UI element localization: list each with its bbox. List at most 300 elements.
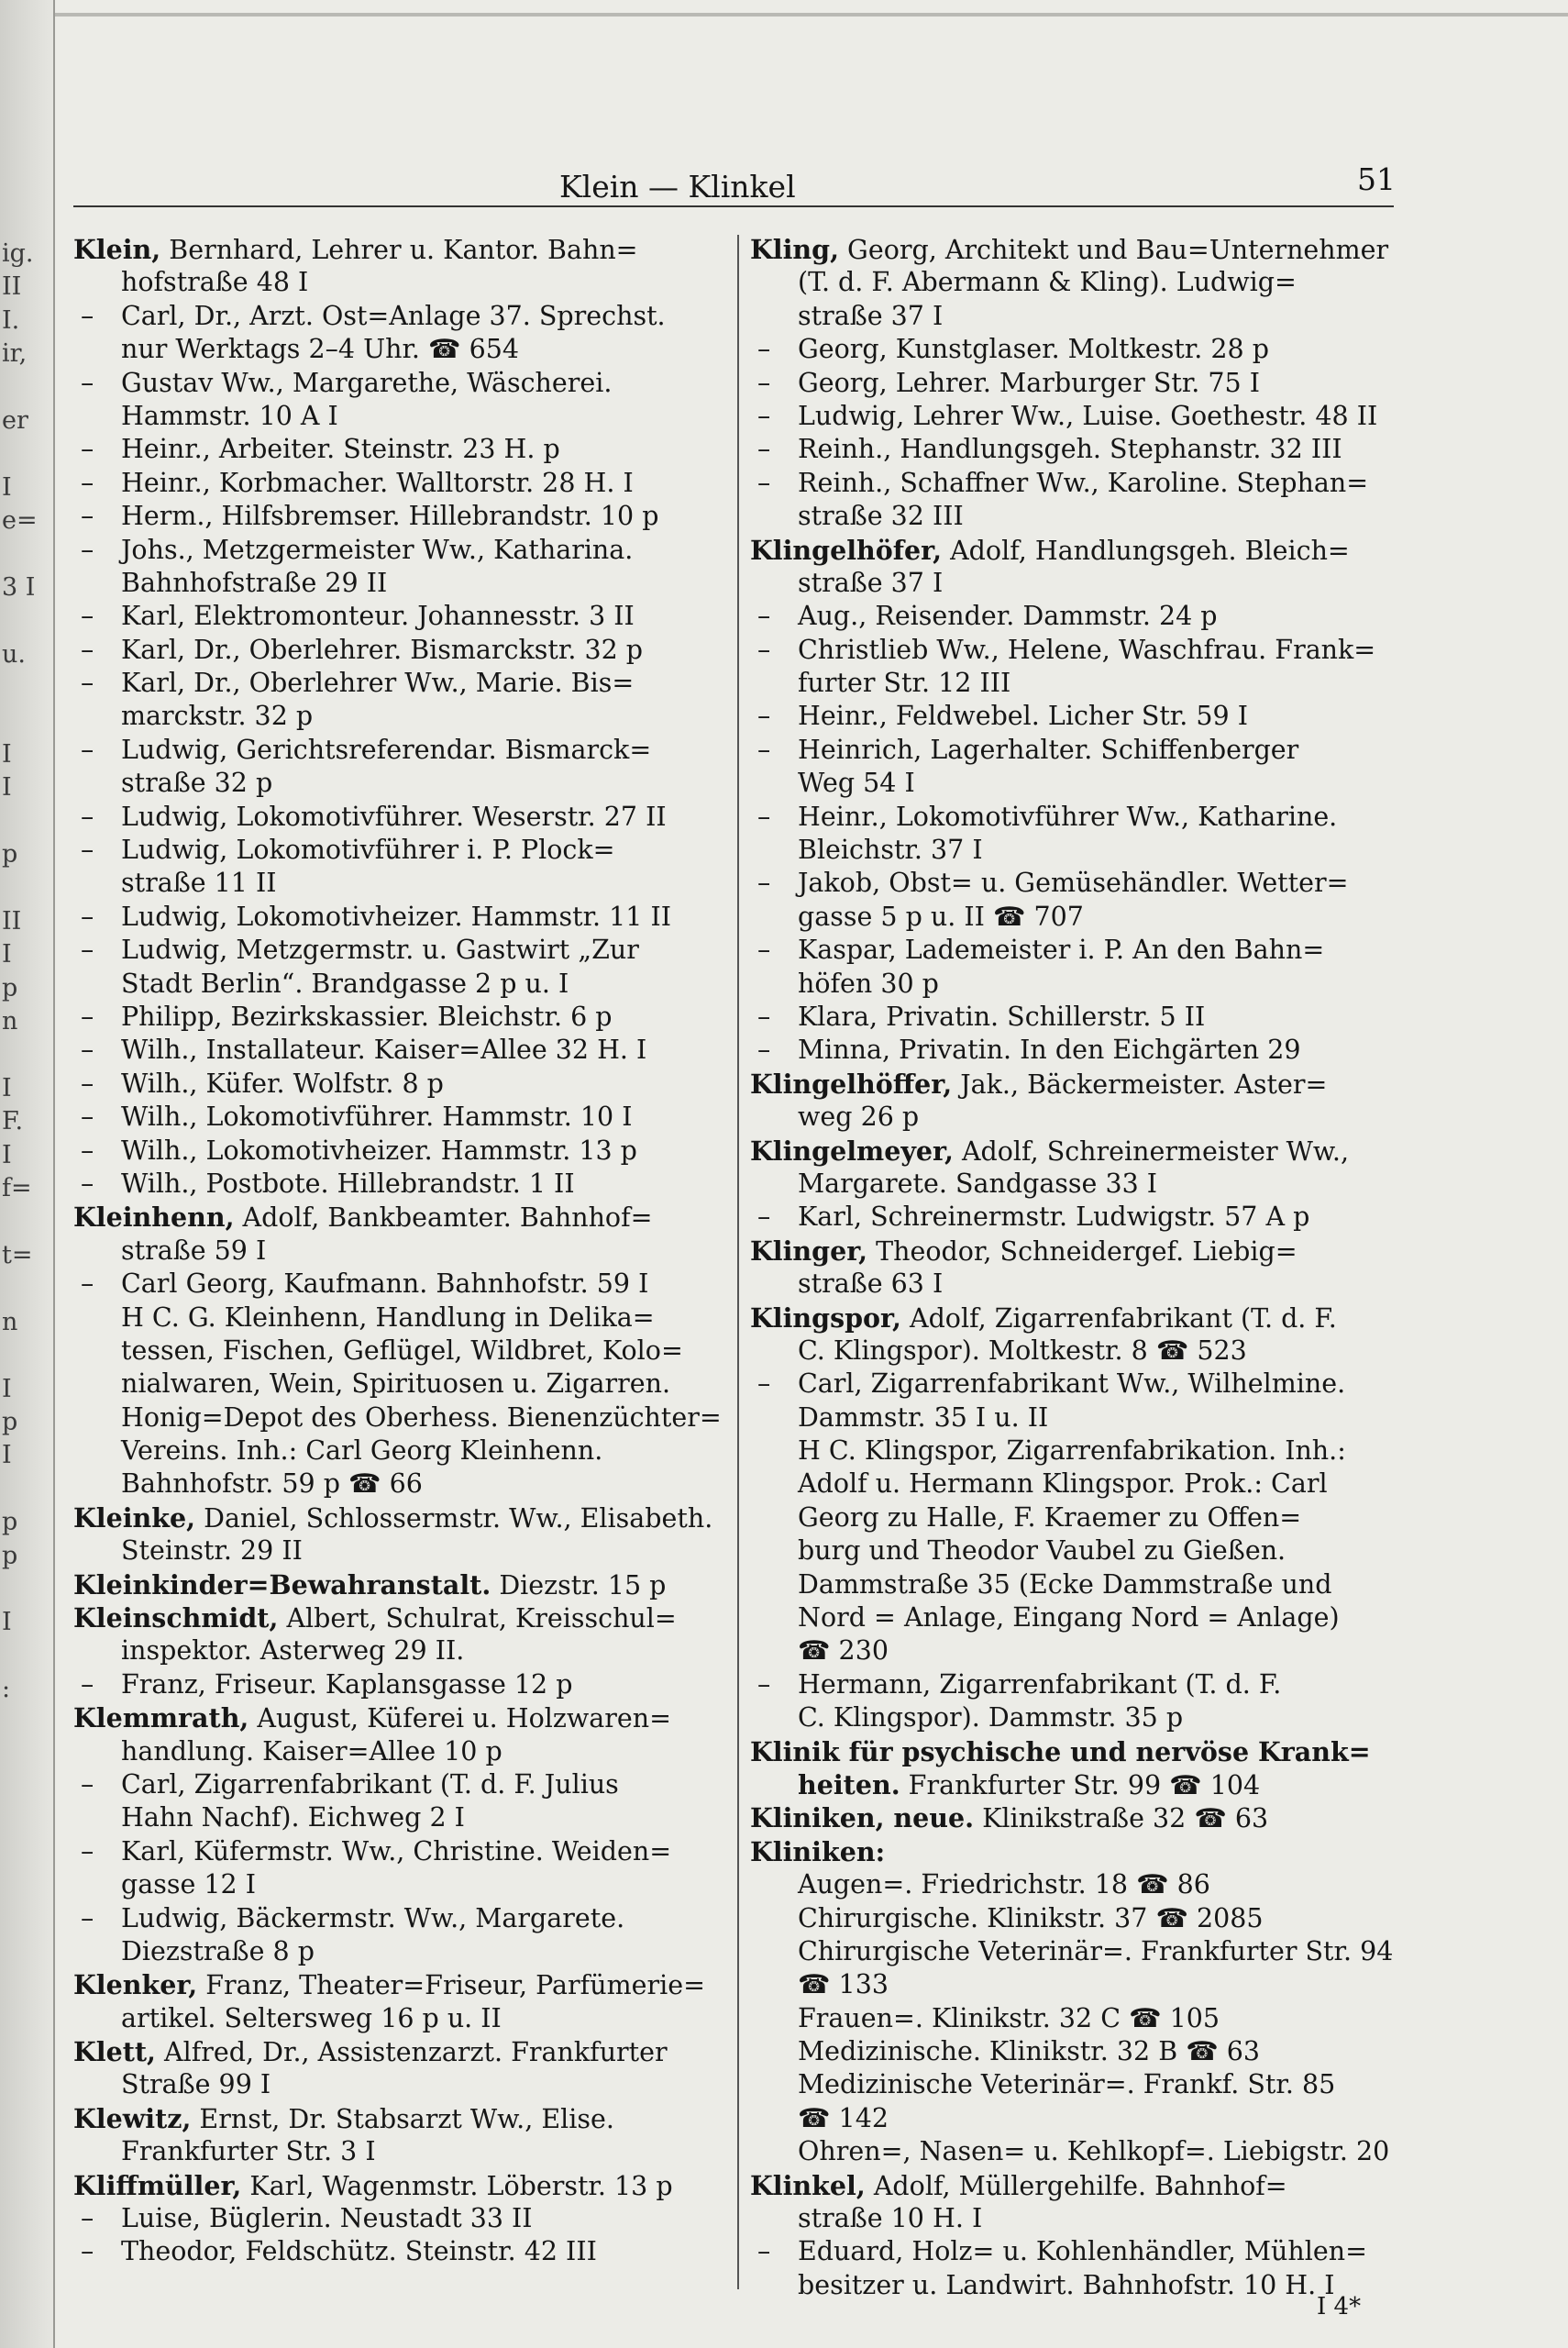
entry-text: Heinr., Arbeiter. Steinstr. 23 H. p (121, 434, 560, 465)
ditto-dash: – (81, 668, 94, 699)
entry-text: Georg, Lehrer. Marburger Str. 75 I (798, 367, 1261, 398)
entry-text: Ludwig, Bäckermstr. Ww., Margarete. (121, 1902, 625, 1933)
entry-text: Stadt Berlin“. Brandgasse 2 p u. I (121, 968, 569, 999)
ditto-dash: – (757, 935, 771, 966)
entry-text: Herm., Hilfsbremser. Hillebrandstr. 10 p (121, 501, 659, 532)
entry-headword: heiten. (798, 1768, 900, 1800)
directory-line (73, 634, 723, 667)
directory-line (750, 1835, 1412, 1868)
gutter-mark: 3 I (2, 574, 36, 602)
ditto-dash: – (81, 1668, 94, 1700)
directory-line (73, 1101, 723, 1134)
directory-line (750, 1768, 1412, 1801)
directory-line (73, 1335, 723, 1368)
directory-line (73, 1701, 723, 1734)
entry-text: Minna, Privatin. In den Eichgärten 29 (798, 1035, 1301, 1066)
entry-text: Medizinische. Klinikstr. 32 B ☎ 63 (798, 2036, 1261, 2067)
directory-line (73, 567, 723, 600)
entry-text: Hammstr. 10 A I (121, 400, 338, 431)
entry-text: Wilh., Postbote. Hillebrandstr. 1 II (121, 1168, 575, 1199)
directory-line (750, 266, 1412, 299)
directory-line (73, 1902, 723, 1935)
directory-line (73, 767, 723, 800)
directory-line (750, 1001, 1412, 1034)
entry-headword: Klinger, (750, 1235, 868, 1267)
entry-text: artikel. Seltersweg 16 p u. II (121, 2002, 502, 2033)
directory-line (750, 2169, 1412, 2202)
directory-line (73, 233, 723, 266)
ditto-dash: – (81, 1102, 94, 1133)
entry-text: Karl, Elektromonteur. Johannesstr. 3 II (121, 601, 635, 632)
ditto-dash: – (81, 1068, 94, 1099)
directory-line (73, 300, 723, 333)
directory-line (750, 700, 1412, 733)
entry-headword: Kleinschmidt, (73, 1602, 279, 1634)
entry-text: weg 26 p (798, 1102, 920, 1133)
gutter-mark: e= (2, 507, 38, 536)
ditto-dash: – (757, 734, 771, 765)
entry-text: furter Str. 12 III (798, 668, 1011, 699)
directory-line (73, 1668, 723, 1701)
directory-line (73, 1935, 723, 1968)
entry-text: Franz, Theater=Friseur, Parfümerie= (197, 1970, 705, 2001)
entry-text: Philipp, Bezirkskassier. Bleichstr. 6 p (121, 1001, 613, 1032)
directory-line (73, 1835, 723, 1868)
entry-text: ☎ 230 (798, 1635, 889, 1667)
gutter-mark: I (2, 941, 12, 969)
entry-text: Adolf, Müllergehilfe. Bahnhof= (865, 2170, 1287, 2201)
directory-line (73, 867, 723, 900)
directory-line (750, 2269, 1412, 2302)
directory-line (750, 1801, 1412, 1834)
ditto-dash: – (81, 2236, 94, 2267)
directory-line (750, 467, 1412, 500)
ditto-dash: – (757, 434, 771, 465)
entry-text: Karl, Küfermstr. Ww., Christine. Weiden= (121, 1835, 672, 1866)
entry-headword: Klenker, (73, 1969, 198, 2001)
entry-text: Eduard, Holz= u. Kohlenhändler, Mühlen= (798, 2236, 1367, 2267)
entry-headword: Kliniken: (750, 1835, 886, 1867)
entry-text: Ludwig, Lokomotivführer. Weserstr. 27 II (121, 801, 667, 832)
ditto-dash: – (81, 501, 94, 532)
gutter-mark: I (2, 774, 12, 803)
ditto-dash: – (81, 2203, 94, 2234)
directory-line (73, 1801, 723, 1834)
ditto-dash: – (81, 1768, 94, 1800)
directory-line (750, 801, 1412, 834)
ditto-dash: – (81, 734, 94, 765)
directory-line (750, 1468, 1412, 1501)
ditto-dash: – (81, 1135, 94, 1166)
entry-text: Klara, Privatin. Schillerstr. 5 II (798, 1001, 1206, 1032)
entry-headword: Klein, (73, 234, 161, 265)
ditto-dash: – (757, 1035, 771, 1066)
gutter-mark: ir, (2, 340, 28, 369)
entry-text: höfen 30 p (798, 968, 939, 999)
directory-line (73, 1634, 723, 1667)
directory-line (73, 2169, 723, 2202)
directory-line (750, 333, 1412, 366)
entry-text: Karl, Dr., Oberlehrer. Bismarckstr. 32 p (121, 634, 644, 665)
entry-text: straße 37 I (798, 567, 944, 598)
entry-text: Heinr., Feldwebel. Licher Str. 59 I (798, 701, 1248, 732)
entry-text: Bahnhofstr. 59 p ☎ 66 (121, 1468, 423, 1500)
directory-line (750, 1902, 1412, 1935)
entry-text: Augen=. Friedrichstr. 18 ☎ 86 (798, 1869, 1210, 1900)
directory-line (750, 400, 1412, 433)
entry-text: Wilh., Lokomotivführer. Hammstr. 10 I (121, 1102, 633, 1133)
directory-line (750, 2035, 1412, 2068)
gutter-mark: I (2, 473, 12, 502)
entry-text: Wilh., Lokomotivheizer. Hammstr. 13 p (121, 1135, 637, 1166)
gutter-mark: p (2, 1409, 18, 1436)
entry-text: Luise, Büglerin. Neustadt 33 II (121, 2203, 533, 2234)
entry-text: Diezstraße 8 p (121, 1935, 315, 1966)
entry-text: Reinh., Handlungsgeh. Stephanstr. 32 III (798, 434, 1342, 465)
directory-line (750, 1968, 1412, 2001)
ditto-dash: – (81, 801, 94, 832)
entry-text: nur Werktags 2–4 Uhr. ☎ 654 (121, 334, 520, 365)
entry-text: Bahnhofstraße 29 II (121, 567, 388, 598)
entry-text: Weg 54 I (798, 768, 915, 799)
entry-text: Dammstraße 35 (Ecke Dammstraße und (798, 1568, 1332, 1600)
entry-headword: Kliffmüller, (73, 2169, 242, 2201)
entry-text: Heinrich, Lagerhalter. Schiffenberger (798, 734, 1299, 765)
directory-line (73, 534, 723, 567)
ditto-dash: – (81, 1835, 94, 1866)
gutter-mark: n (2, 1308, 18, 1336)
gutter-mark: f= (2, 1175, 32, 1203)
entry-headword: Klingelhöfer, (750, 534, 943, 566)
page-number: 51 (1357, 161, 1396, 197)
ditto-dash: – (81, 634, 94, 665)
entry-text: straße 37 I (798, 300, 944, 331)
signature-mark: I 4* (1317, 2293, 1362, 2320)
gutter-mark: n (2, 1008, 18, 1036)
directory-line (750, 2202, 1412, 2235)
directory-line (750, 567, 1412, 600)
directory-line (750, 667, 1412, 700)
ditto-dash: – (757, 1668, 771, 1700)
directory-line (73, 467, 723, 500)
entry-text: Chirurgische Veterinär=. Frankfurter Str. 94 (798, 1935, 1394, 1966)
ditto-dash: – (81, 935, 94, 966)
directory-line (73, 1201, 723, 1234)
entry-text: Alfred, Dr., Assistenzarzt. Frankfurter (155, 2037, 668, 2068)
entry-text: Adolf u. Hermann Klingspor. Prok.: Carl (798, 1468, 1328, 1500)
entry-headword: Klingelmeyer, (750, 1135, 954, 1167)
directory-line (750, 433, 1412, 466)
entry-text: Christlieb Ww., Helene, Waschfrau. Frank= (798, 634, 1376, 665)
directory-line (73, 1401, 723, 1434)
left-column (73, 233, 723, 2269)
directory-line (750, 767, 1412, 800)
entry-headword: Klinkel, (750, 2169, 866, 2201)
entry-text: Carl Georg, Kaufmann. Bahnhofstr. 59 I (121, 1268, 649, 1300)
entry-text: Wilh., Installateur. Kaiser=Allee 32 H. I (121, 1035, 647, 1066)
ditto-dash: – (81, 1168, 94, 1199)
directory-line (73, 901, 723, 934)
entry-text: straße 59 I (121, 1235, 267, 1266)
directory-line (750, 1368, 1412, 1401)
directory-line (73, 1768, 723, 1801)
directory-line (750, 901, 1412, 934)
gutter-mark: I (2, 741, 12, 769)
directory-line (73, 1034, 723, 1067)
directory-line (750, 1668, 1412, 1701)
entry-text: Honig=Depot des Oberhess. Bienenzüchter= (121, 1401, 722, 1433)
ditto-dash: – (757, 367, 771, 398)
entry-text: straße 11 II (121, 868, 277, 899)
entry-text: Dammstr. 35 I u. II (798, 1401, 1049, 1433)
directory-line (750, 1068, 1412, 1101)
ditto-dash: – (81, 367, 94, 398)
column-divider (737, 235, 739, 2289)
gutter-mark: I (2, 1375, 12, 1403)
gutter-mark: II (2, 908, 22, 936)
ditto-dash: – (81, 1035, 94, 1066)
entry-text: Ludwig, Lokomotivführer i. P. Plock= (121, 835, 615, 866)
entry-headword: Kleinke, (73, 1501, 196, 1534)
entry-text: straße 10 H. I (798, 2203, 983, 2234)
entry-text: Karl, Wagenmstr. Löberstr. 13 p (241, 2170, 673, 2201)
entry-text: besitzer u. Landwirt. Bahnhofstr. 10 H. I (798, 2269, 1335, 2300)
entry-text: August, Küferei u. Holzwaren= (248, 1703, 671, 1734)
directory-line (73, 2202, 723, 2235)
entry-text: Ohren=, Nasen= u. Kehlkopf=. Liebigstr. 20 (798, 2136, 1390, 2167)
directory-line (73, 1168, 723, 1201)
directory-line (750, 534, 1412, 567)
entry-text: Wilh., Küfer. Wolfstr. 8 p (121, 1068, 444, 1099)
entry-headword: Klett, (73, 2036, 156, 2068)
entry-text: Ludwig, Lehrer Ww., Luise. Goethestr. 48 II (798, 400, 1378, 431)
entry-text: Adolf, Bankbeamter. Bahnhof= (234, 1202, 653, 1234)
entry-text: Aug., Reisender. Dammstr. 24 p (798, 601, 1218, 632)
ditto-dash: – (757, 1202, 771, 1233)
ditto-dash: – (757, 701, 771, 732)
directory-line (750, 1168, 1412, 1201)
ditto-dash: – (757, 334, 771, 365)
gutter-mark: p (2, 974, 18, 1002)
directory-line (73, 500, 723, 533)
directory-line (73, 1568, 723, 1601)
ditto-dash: – (81, 601, 94, 632)
directory-line (750, 367, 1412, 400)
ditto-dash: – (81, 901, 94, 932)
directory-line (73, 1434, 723, 1468)
entry-text: straße 32 III (798, 501, 964, 532)
directory-line (73, 801, 723, 834)
directory-line (73, 1534, 723, 1567)
entry-headword: Kliniken, neue. (750, 1802, 975, 1834)
entry-text: gasse 5 p u. II ☎ 707 (798, 901, 1084, 932)
directory-line (750, 1034, 1412, 1067)
directory-line (73, 600, 723, 633)
ditto-dash: – (757, 634, 771, 665)
entry-text: Franz, Friseur. Kaplansgasse 12 p (121, 1668, 573, 1700)
directory-line (73, 1968, 723, 2001)
entry-text: Frankfurter Str. 3 I (121, 2136, 376, 2167)
directory-line (73, 2235, 723, 2268)
entry-text: Klinikstraße 32 ☎ 63 (974, 1803, 1269, 1834)
gutter-mark: t= (2, 1242, 33, 1269)
entry-text: Adolf, Schreinermeister Ww., (953, 1135, 1350, 1167)
directory-line (750, 1135, 1412, 1168)
directory-line (73, 1001, 723, 1034)
entry-text: Adolf, Handlungsgeh. Bleich= (942, 535, 1350, 566)
ditto-dash: – (757, 467, 771, 498)
entry-text: Ludwig, Lokomotivheizer. Hammstr. 11 II (121, 901, 672, 932)
directory-line (750, 867, 1412, 900)
ditto-dash: – (757, 801, 771, 832)
entry-text: Ernst, Dr. Stabsarzt Ww., Elise. (191, 2103, 614, 2134)
entry-text: inspektor. Asterweg 29 II. (121, 1635, 465, 1667)
ditto-dash: – (757, 1001, 771, 1032)
directory-line (750, 500, 1412, 533)
gutter-mark: : (2, 1676, 11, 1704)
entry-text: Hermann, Zigarrenfabrikant (T. d. F. (798, 1668, 1282, 1700)
directory-line (73, 1501, 723, 1534)
directory-line (750, 600, 1412, 633)
directory-line (750, 1935, 1412, 1968)
entry-text: Kaspar, Lademeister i. P. An den Bahn= (798, 935, 1325, 966)
entry-text: Carl, Zigarrenfabrikant (T. d. F. Julius (121, 1768, 619, 1800)
ditto-dash: – (757, 400, 771, 431)
gutter-mark: I (2, 1075, 12, 1102)
entry-text: ☎ 142 (798, 2102, 889, 2133)
entry-text: Johs., Metzgermeister Ww., Katharina. (121, 534, 634, 565)
entry-text: Steinstr. 29 II (121, 1535, 303, 1567)
directory-line (750, 2002, 1412, 2035)
entry-text: marckstr. 32 p (121, 701, 314, 732)
directory-line (73, 367, 723, 400)
directory-line (73, 1601, 723, 1634)
entry-text: tessen, Fischen, Geflügel, Wildbret, Kolo= (121, 1335, 683, 1366)
directory-line (750, 2235, 1412, 2268)
entry-text: Adolf, Zigarrenfabrikant (T. d. F. (900, 1302, 1337, 1334)
entry-text: H C. G. Kleinhenn, Handlung in Delika= (121, 1301, 655, 1333)
entry-text: Hahn Nachf). Eichweg 2 I (121, 1802, 465, 1833)
directory-line (73, 2068, 723, 2101)
entry-headword: Klingspor, (750, 1301, 901, 1334)
entry-text: Bernhard, Lehrer u. Kantor. Bahn= (160, 235, 638, 265)
directory-line (73, 2102, 723, 2135)
entry-text: Daniel, Schlossermstr. Ww., Elisabeth. (195, 1502, 713, 1534)
ditto-dash: – (81, 835, 94, 866)
directory-line (750, 1634, 1412, 1667)
entry-text: Heinr., Korbmacher. Walltorstr. 28 H. I (121, 467, 634, 498)
ditto-dash: – (81, 1001, 94, 1032)
previous-page-gutter (0, 0, 55, 2348)
entry-text: Medizinische Veterinär=. Frankf. Str. 85 (798, 2069, 1336, 2100)
gutter-mark: p (2, 841, 18, 869)
ditto-dash: – (81, 434, 94, 465)
directory-line (73, 1135, 723, 1168)
page-header-title: Klein — Klinkel (559, 169, 796, 205)
entry-text: Carl, Zigarrenfabrikant Ww., Wilhelmine. (798, 1368, 1346, 1400)
directory-line (750, 934, 1412, 967)
entry-text: Frankfurter Str. 99 ☎ 104 (900, 1769, 1261, 1800)
directory-line (750, 834, 1412, 867)
directory-line (750, 300, 1412, 333)
entry-text: Ludwig, Gerichtsreferendar. Bismarck= (121, 734, 652, 765)
ditto-dash: – (81, 534, 94, 565)
entry-text: burg und Theodor Vaubel zu Gießen. (798, 1535, 1286, 1567)
directory-line (73, 934, 723, 967)
directory-line (73, 266, 723, 299)
directory-line (750, 734, 1412, 767)
entry-text: Vereins. Inh.: Carl Georg Kleinhenn. (121, 1435, 603, 1467)
header-rule (73, 205, 1394, 207)
directory-line (750, 233, 1412, 266)
entry-text: Theodor, Schneidergef. Liebig= (867, 1235, 1297, 1267)
gutter-mark: I (2, 1141, 12, 1169)
entry-text: Gustav Ww., Margarethe, Wäscherei. (121, 367, 613, 398)
directory-line (750, 1401, 1412, 1434)
entry-text: Bleichstr. 37 I (798, 835, 983, 866)
entry-text: Jak., Bäckermeister. Aster= (952, 1069, 1328, 1100)
directory-line (750, 2135, 1412, 2168)
right-column (750, 233, 1412, 2302)
directory-line (750, 968, 1412, 1001)
directory-line (73, 1468, 723, 1501)
entry-headword: Kling, (750, 234, 839, 265)
entry-text: handlung. Kaiser=Allee 10 p (121, 1735, 502, 1767)
entry-text: Karl, Dr., Oberlehrer Ww., Marie. Bis= (121, 668, 635, 699)
entry-text: hofstraße 48 I (121, 267, 309, 298)
entry-text: straße 32 p (121, 768, 273, 799)
directory-line (750, 634, 1412, 667)
gutter-mark: p (2, 1509, 18, 1537)
gutter-mark: F. (2, 1108, 24, 1136)
ditto-dash: – (757, 1368, 771, 1400)
entry-text: nialwaren, Wein, Spirituosen u. Zigarren. (121, 1368, 671, 1400)
directory-line (73, 1735, 723, 1768)
entry-headword: Klinik für psychische und nervöse Krank= (750, 1735, 1371, 1767)
directory-line (750, 1235, 1412, 1268)
directory-line (750, 1601, 1412, 1634)
gutter-mark: II (2, 273, 22, 302)
directory-line (73, 1368, 723, 1401)
entry-text: Heinr., Lokomotivführer Ww., Katharine. (798, 801, 1338, 832)
gutter-mark: I (2, 1442, 12, 1470)
directory-line (750, 1434, 1412, 1468)
directory-line (73, 1235, 723, 1268)
entry-headword: Klemmrath, (73, 1702, 249, 1734)
directory-line (73, 2135, 723, 2168)
gutter-mark: er (2, 407, 28, 435)
directory-line (750, 1568, 1412, 1601)
entry-text: Ludwig, Metzgermstr. u. Gastwirt „Zur (121, 935, 639, 966)
entry-text: H C. Klingspor, Zigarrenfabrikation. Inh.: (798, 1435, 1346, 1467)
entry-text: Nord = Anlage, Eingang Nord = Anlage) (798, 1602, 1340, 1634)
entry-text: gasse 12 I (121, 1869, 256, 1900)
directory-line (73, 433, 723, 466)
directory-line (73, 700, 723, 733)
directory-line (73, 1068, 723, 1101)
ditto-dash: – (757, 601, 771, 632)
entry-text: Theodor, Feldschütz. Steinstr. 42 III (121, 2236, 597, 2267)
directory-line (750, 1301, 1412, 1335)
gutter-mark: ig. (2, 240, 34, 268)
entry-text: C. Klingspor). Moltkestr. 8 ☎ 523 (798, 1335, 1247, 1366)
entry-text: Georg, Architekt und Bau=Unternehmer (839, 235, 1389, 265)
gutter-mark: I (2, 1609, 12, 1637)
entry-text: Karl, Schreinermstr. Ludwigstr. 57 A p (798, 1202, 1310, 1233)
entry-text: straße 63 I (798, 1268, 944, 1300)
directory-line (73, 834, 723, 867)
ditto-dash: – (81, 300, 94, 331)
